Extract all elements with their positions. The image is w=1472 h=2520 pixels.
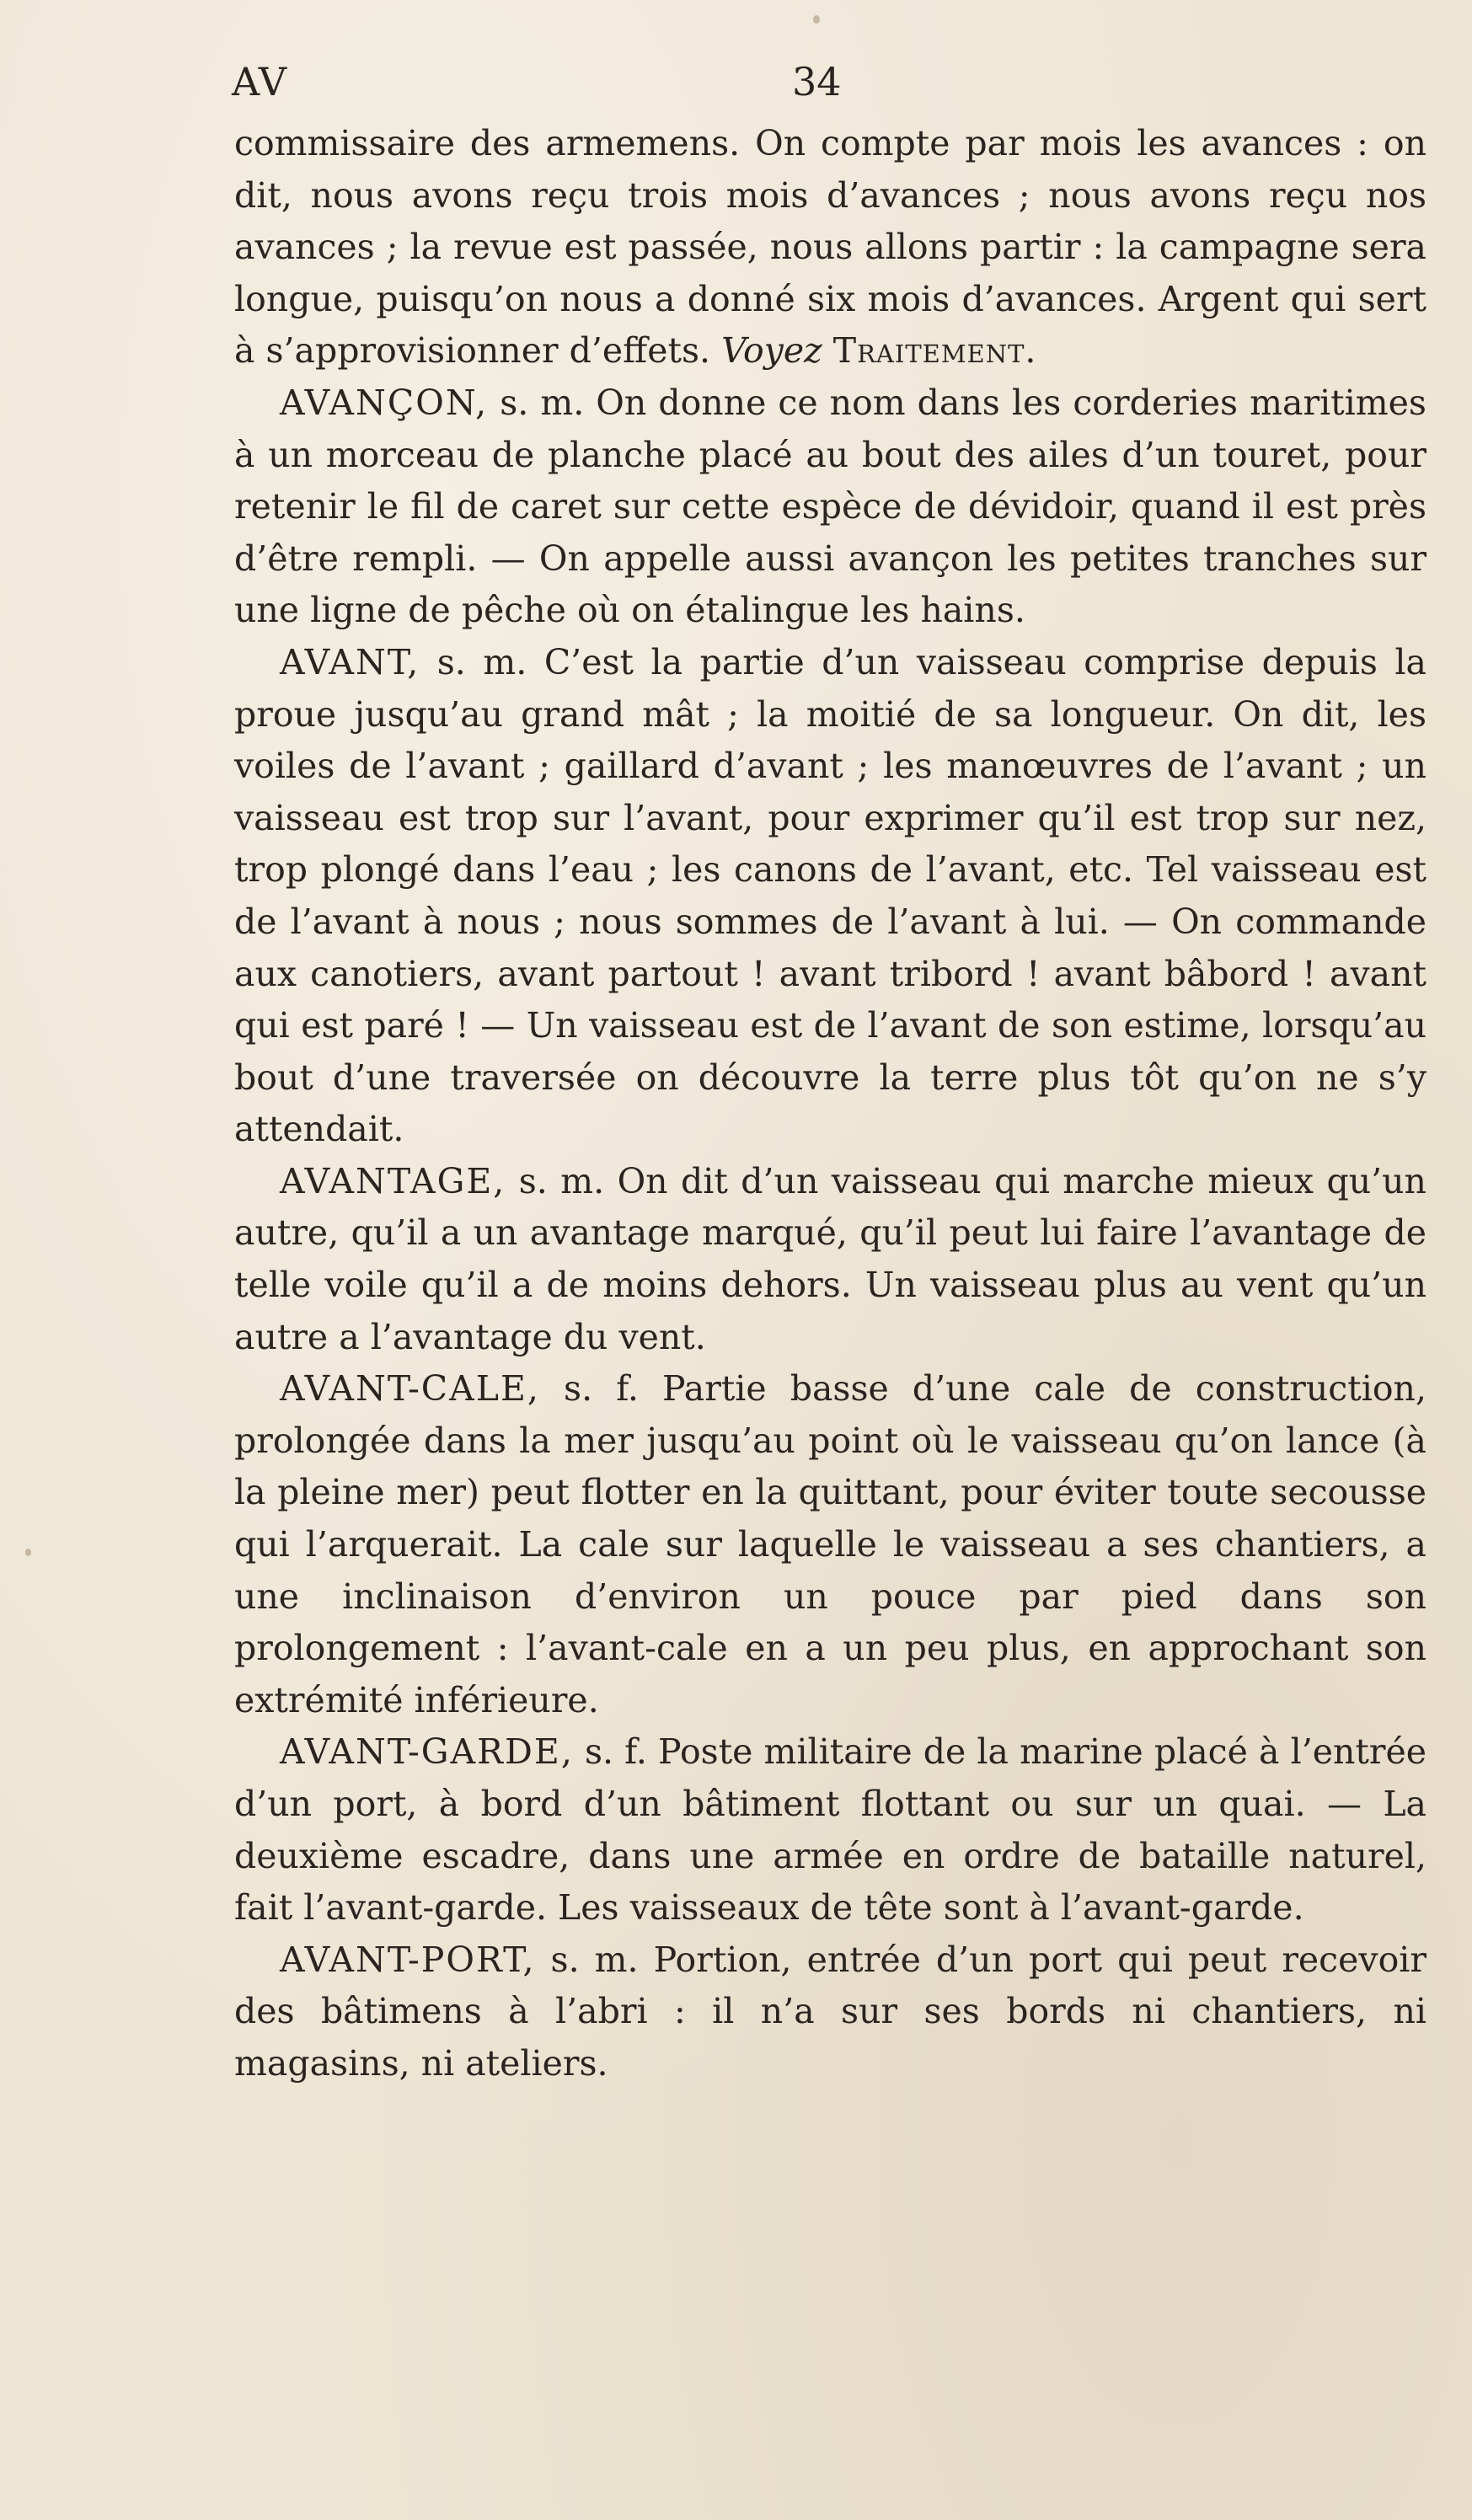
entry-part-of-speech: s. m. bbox=[518, 1160, 605, 1201]
entry-headword: AVANÇON, bbox=[280, 382, 489, 423]
continued-paragraph bbox=[234, 118, 1427, 377]
entry-part-of-speech: s. m. bbox=[500, 382, 585, 423]
cross-reference-target: Traitement. bbox=[832, 330, 1037, 372]
dictionary-entry-avant-garde bbox=[234, 1726, 1427, 1934]
entry-definition: Partie basse d’une cale de construction, prolongée dans la mer jusqu’au point où le vaisseau qu’on lance (à la pleine mer) peut flotter en la quittant, pour éviter toute secousse qui l’arquerait. La cale sur laquelle le vaisseau a ses chantiers, a une inclinaison d’environ un pouce par pied dans son prolongement : l’avant-cale en a un peu plus, en approchant son extrémité inférieure. bbox=[234, 1368, 1427, 1720]
dictionary-entry-avant-cale bbox=[234, 1363, 1427, 1726]
entry-headword: AVANT, bbox=[280, 641, 420, 682]
dictionary-entry-avancon bbox=[234, 377, 1427, 637]
paper-spot bbox=[813, 15, 820, 24]
paragraph-text: commissaire des armemens. On compte par mois les avances : on dit, nous avons reçu trois mois d’avances ; nous avons reçu nos avances ; la revue est passée, nous allons partir : la campagne sera longue, puisqu’on nous a donné six mois d’avances. Argent qui sert à s’approvisionner d’effets. bbox=[234, 123, 1427, 372]
dictionary-entry-avantage bbox=[234, 1156, 1427, 1363]
paper-spot bbox=[25, 1549, 31, 1556]
entry-definition: On dit d’un vaisseau qui marche mieux qu’un autre, qu’il a un avantage marqué, qu’il peut lui faire l’avantage de telle voile qu’il a de moins dehors. Un vaisseau plus au vent qu’un autre a l’avantage du vent. bbox=[234, 1160, 1427, 1357]
entry-headword: AVANTAGE, bbox=[280, 1160, 506, 1201]
entry-definition: Portion, entrée d’un port qui peut recevoir des bâtimens à l’abri : il n’a sur ses bords ni chantiers, ni magasins, ni ateliers. bbox=[234, 1939, 1427, 2084]
page-body bbox=[234, 118, 1427, 2090]
entry-part-of-speech: s. f. bbox=[564, 1368, 639, 1410]
entry-part-of-speech: s. f. bbox=[584, 1731, 647, 1773]
entry-definition: C’est la partie d’un vaisseau comprise depuis la proue jusqu’au grand mât ; la moitié de sa longueur. On dit, les voiles de l’avant ; gaillard d’avant ; les manœuvres de l’avant ; un vaisseau est trop sur l’avant, pour exprimer qu’il est trop sur nez, trop plongé dans l’eau ; les canons de l’avant, etc. Tel vaisseau est de l’avant à nous ; nous sommes de l’avant à lui. — On commande aux canotiers, avant partout ! avant tribord ! avant bâbord ! avant qui est paré ! — Un vaisseau est de l’avant de son estime, lorsqu’au bout d’une traversée on découvre la terre plus tôt qu’on ne s’y attendait. bbox=[234, 641, 1427, 1150]
dictionary-entry-avant bbox=[234, 637, 1427, 1156]
entry-headword: AVANT-CALE, bbox=[280, 1368, 540, 1410]
entry-part-of-speech: s. m. bbox=[436, 641, 527, 682]
dictionary-entry-avant-port bbox=[234, 1934, 1427, 2090]
entry-definition: On donne ce nom dans les corderies maritimes à un morceau de planche placé au bout des ailes d’un touret, pour retenir le fil de caret sur cette espèce de dévidoir, quand il est près d’être rempli. — On appelle aussi avançon les petites tranches sur une ligne de pêche où on étalingue les hains. bbox=[234, 382, 1427, 631]
entry-headword: AVANT-PORT, bbox=[280, 1939, 536, 1980]
entry-definition: Poste militaire de la marine placé à l’entrée d’un port, à bord d’un bâtiment flottant ou sur un quai. — La deuxième escadre, dans une armée en ordre de bataille naturel, fait l’avant-garde. Les vaisseaux de tête sont à l’avant-garde. bbox=[234, 1731, 1427, 1929]
entry-part-of-speech: s. m. bbox=[550, 1939, 639, 1980]
cross-reference-label: Voyez bbox=[721, 330, 822, 372]
page-number: 34 bbox=[792, 59, 842, 104]
running-head: AV bbox=[232, 59, 288, 104]
page-header bbox=[232, 59, 1428, 118]
entry-headword: AVANT-GARDE, bbox=[280, 1731, 574, 1773]
